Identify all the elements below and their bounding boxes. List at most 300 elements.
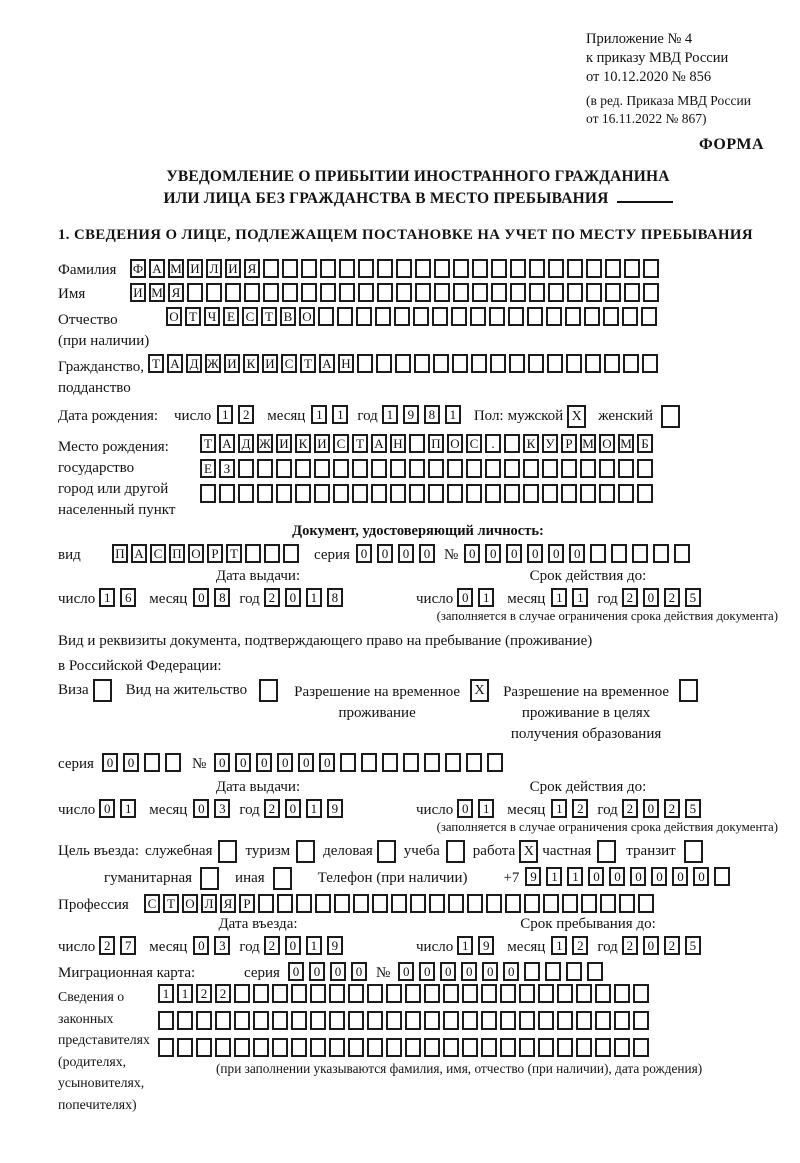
char-cell[interactable] — [485, 459, 501, 478]
char-cell[interactable] — [472, 259, 488, 278]
char-cell[interactable]: 5 — [685, 588, 701, 607]
char-cell[interactable]: О — [188, 544, 204, 563]
char-cell[interactable] — [445, 753, 461, 772]
char-cell[interactable]: Ж — [205, 354, 221, 373]
char-cell[interactable] — [595, 1038, 611, 1057]
char-cell[interactable] — [600, 894, 616, 913]
char-cell[interactable]: 1 — [478, 588, 494, 607]
char-cell[interactable] — [405, 984, 421, 1003]
char-cell[interactable]: Т — [352, 434, 368, 453]
char-cell[interactable] — [371, 459, 387, 478]
char-cell[interactable]: Е — [223, 307, 239, 326]
char-cell[interactable]: К — [523, 434, 539, 453]
char-cell[interactable]: Н — [338, 354, 354, 373]
char-cell[interactable] — [466, 484, 482, 503]
char-cell[interactable]: 0 — [643, 799, 659, 818]
char-cell[interactable] — [206, 283, 222, 302]
char-cell[interactable]: 0 — [630, 867, 646, 886]
char-cell[interactable] — [557, 1011, 573, 1030]
char-cell[interactable] — [234, 984, 250, 1003]
char-cell[interactable]: 9 — [327, 799, 343, 818]
char-cell[interactable] — [561, 459, 577, 478]
char-cell[interactable] — [489, 307, 505, 326]
char-cell[interactable] — [576, 1038, 592, 1057]
char-cell[interactable]: 2 — [264, 799, 280, 818]
char-cell[interactable]: М — [580, 434, 596, 453]
char-cell[interactable] — [352, 484, 368, 503]
char-cell[interactable]: 0 — [672, 867, 688, 886]
char-cell[interactable]: 7 — [120, 936, 136, 955]
char-cell[interactable] — [314, 484, 330, 503]
char-cell[interactable] — [295, 484, 311, 503]
char-cell[interactable]: 0 — [356, 544, 372, 563]
char-cell[interactable] — [605, 259, 621, 278]
char-cell[interactable] — [542, 484, 558, 503]
char-cell[interactable]: 1 — [572, 588, 588, 607]
char-cell[interactable] — [215, 1038, 231, 1057]
char-cell[interactable]: 0 — [651, 867, 667, 886]
char-cell[interactable] — [642, 354, 658, 373]
char-cell[interactable]: И — [187, 259, 203, 278]
char-cell[interactable] — [394, 307, 410, 326]
char-cell[interactable]: 0 — [285, 799, 301, 818]
char-cell[interactable] — [282, 259, 298, 278]
char-cell[interactable] — [622, 307, 638, 326]
purpose-transit-checkbox-cell[interactable] — [684, 840, 703, 863]
char-cell[interactable]: 1 — [567, 867, 583, 886]
char-cell[interactable] — [339, 259, 355, 278]
char-cell[interactable] — [329, 1011, 345, 1030]
purpose-study-checkbox-cell[interactable] — [446, 840, 465, 863]
char-cell[interactable]: Н — [390, 434, 406, 453]
char-cell[interactable] — [653, 544, 669, 563]
char-cell[interactable]: 0 — [548, 544, 564, 563]
char-cell[interactable] — [504, 434, 520, 453]
char-cell[interactable] — [320, 259, 336, 278]
char-cell[interactable] — [414, 354, 430, 373]
char-cell[interactable]: 8 — [424, 405, 440, 424]
char-cell[interactable] — [632, 544, 648, 563]
char-cell[interactable] — [415, 283, 431, 302]
char-cell[interactable]: О — [182, 894, 198, 913]
char-cell[interactable]: Т — [163, 894, 179, 913]
char-cell[interactable]: С — [333, 434, 349, 453]
char-cell[interactable]: 2 — [664, 588, 680, 607]
char-cell[interactable]: С — [466, 434, 482, 453]
char-cell[interactable]: А — [219, 434, 235, 453]
char-cell[interactable]: 8 — [327, 588, 343, 607]
char-cell[interactable] — [585, 354, 601, 373]
char-cell[interactable] — [377, 283, 393, 302]
char-cell[interactable] — [386, 984, 402, 1003]
char-cell[interactable]: 0 — [693, 867, 709, 886]
char-cell[interactable] — [566, 962, 582, 981]
char-cell[interactable] — [295, 459, 311, 478]
char-cell[interactable] — [428, 484, 444, 503]
char-cell[interactable] — [310, 1011, 326, 1030]
char-cell[interactable] — [391, 894, 407, 913]
char-cell[interactable] — [510, 283, 526, 302]
char-cell[interactable] — [447, 484, 463, 503]
char-cell[interactable] — [301, 259, 317, 278]
char-cell[interactable] — [158, 1038, 174, 1057]
char-cell[interactable]: А — [131, 544, 147, 563]
char-cell[interactable] — [409, 484, 425, 503]
char-cell[interactable] — [200, 484, 216, 503]
char-cell[interactable] — [301, 283, 317, 302]
char-cell[interactable] — [500, 1011, 516, 1030]
char-cell[interactable] — [296, 894, 312, 913]
purpose-humanitarian-checkbox-cell[interactable] — [200, 867, 219, 890]
char-cell[interactable] — [215, 1011, 231, 1030]
char-cell[interactable]: Д — [238, 434, 254, 453]
char-cell[interactable] — [310, 984, 326, 1003]
char-cell[interactable] — [277, 894, 293, 913]
char-cell[interactable]: 0 — [256, 753, 272, 772]
char-cell[interactable]: 0 — [309, 962, 325, 981]
char-cell[interactable] — [509, 354, 525, 373]
char-cell[interactable] — [614, 1038, 630, 1057]
char-cell[interactable] — [424, 1038, 440, 1057]
char-cell[interactable] — [443, 1011, 459, 1030]
char-cell[interactable] — [353, 894, 369, 913]
char-cell[interactable]: У — [542, 434, 558, 453]
char-cell[interactable] — [603, 307, 619, 326]
char-cell[interactable] — [528, 354, 544, 373]
char-cell[interactable]: Я — [244, 259, 260, 278]
char-cell[interactable]: 0 — [330, 962, 346, 981]
char-cell[interactable] — [253, 1038, 269, 1057]
char-cell[interactable] — [505, 894, 521, 913]
char-cell[interactable] — [234, 1038, 250, 1057]
char-cell[interactable]: 0 — [440, 962, 456, 981]
char-cell[interactable] — [225, 283, 241, 302]
visa-checkbox-cell[interactable] — [93, 679, 112, 702]
char-cell[interactable]: 0 — [457, 799, 473, 818]
char-cell[interactable] — [272, 1011, 288, 1030]
char-cell[interactable] — [586, 283, 602, 302]
char-cell[interactable] — [548, 259, 564, 278]
char-cell[interactable] — [580, 484, 596, 503]
char-cell[interactable]: Ф — [130, 259, 146, 278]
char-cell[interactable]: 2 — [238, 405, 254, 424]
char-cell[interactable]: 2 — [196, 984, 212, 1003]
char-cell[interactable]: Ч — [204, 307, 220, 326]
char-cell[interactable] — [643, 259, 659, 278]
char-cell[interactable]: 0 — [285, 936, 301, 955]
char-cell[interactable] — [491, 283, 507, 302]
char-cell[interactable] — [375, 307, 391, 326]
char-cell[interactable] — [580, 459, 596, 478]
char-cell[interactable] — [633, 1011, 649, 1030]
char-cell[interactable] — [409, 459, 425, 478]
char-cell[interactable] — [320, 283, 336, 302]
char-cell[interactable] — [595, 984, 611, 1003]
char-cell[interactable] — [434, 259, 450, 278]
char-cell[interactable]: 2 — [622, 588, 638, 607]
char-cell[interactable] — [614, 1011, 630, 1030]
char-cell[interactable] — [234, 1011, 250, 1030]
char-cell[interactable]: С — [281, 354, 297, 373]
char-cell[interactable] — [566, 354, 582, 373]
char-cell[interactable] — [481, 1038, 497, 1057]
char-cell[interactable] — [291, 984, 307, 1003]
char-cell[interactable] — [623, 354, 639, 373]
char-cell[interactable] — [315, 894, 331, 913]
char-cell[interactable] — [490, 354, 506, 373]
char-cell[interactable] — [527, 307, 543, 326]
char-cell[interactable]: 2 — [622, 936, 638, 955]
char-cell[interactable] — [504, 459, 520, 478]
char-cell[interactable] — [538, 1011, 554, 1030]
char-cell[interactable]: 0 — [588, 867, 604, 886]
char-cell[interactable] — [471, 354, 487, 373]
char-cell[interactable] — [372, 894, 388, 913]
char-cell[interactable] — [413, 307, 429, 326]
char-cell[interactable]: 0 — [485, 544, 501, 563]
char-cell[interactable]: 1 — [551, 799, 567, 818]
char-cell[interactable]: И — [276, 434, 292, 453]
char-cell[interactable] — [643, 283, 659, 302]
char-cell[interactable]: 9 — [327, 936, 343, 955]
char-cell[interactable]: 1 — [445, 405, 461, 424]
char-cell[interactable]: С — [150, 544, 166, 563]
char-cell[interactable]: 2 — [215, 984, 231, 1003]
char-cell[interactable]: 6 — [120, 588, 136, 607]
char-cell[interactable]: 1 — [99, 588, 115, 607]
char-cell[interactable]: 0 — [569, 544, 585, 563]
char-cell[interactable] — [524, 962, 540, 981]
char-cell[interactable]: П — [169, 544, 185, 563]
char-cell[interactable]: 1 — [158, 984, 174, 1003]
char-cell[interactable] — [638, 894, 654, 913]
char-cell[interactable] — [382, 753, 398, 772]
char-cell[interactable] — [395, 354, 411, 373]
char-cell[interactable] — [272, 984, 288, 1003]
char-cell[interactable] — [253, 1011, 269, 1030]
char-cell[interactable]: 1 — [457, 936, 473, 955]
char-cell[interactable] — [291, 1038, 307, 1057]
char-cell[interactable] — [451, 307, 467, 326]
char-cell[interactable] — [611, 544, 627, 563]
char-cell[interactable] — [276, 484, 292, 503]
char-cell[interactable] — [144, 753, 160, 772]
char-cell[interactable] — [619, 894, 635, 913]
char-cell[interactable] — [367, 1011, 383, 1030]
char-cell[interactable]: 0 — [285, 588, 301, 607]
char-cell[interactable]: 1 — [306, 936, 322, 955]
char-cell[interactable]: О — [599, 434, 615, 453]
char-cell[interactable] — [519, 1038, 535, 1057]
char-cell[interactable] — [637, 484, 653, 503]
char-cell[interactable] — [348, 1011, 364, 1030]
char-cell[interactable]: З — [219, 459, 235, 478]
char-cell[interactable] — [187, 283, 203, 302]
char-cell[interactable]: Р — [239, 894, 255, 913]
char-cell[interactable] — [576, 1011, 592, 1030]
char-cell[interactable]: 0 — [419, 544, 435, 563]
char-cell[interactable] — [584, 307, 600, 326]
char-cell[interactable] — [633, 1038, 649, 1057]
char-cell[interactable]: 1 — [177, 984, 193, 1003]
char-cell[interactable] — [291, 1011, 307, 1030]
char-cell[interactable]: 0 — [506, 544, 522, 563]
char-cell[interactable] — [599, 459, 615, 478]
char-cell[interactable] — [358, 259, 374, 278]
char-cell[interactable]: 2 — [572, 799, 588, 818]
char-cell[interactable]: 1 — [551, 588, 567, 607]
char-cell[interactable]: 0 — [298, 753, 314, 772]
char-cell[interactable] — [523, 484, 539, 503]
char-cell[interactable] — [637, 459, 653, 478]
char-cell[interactable]: 1 — [551, 936, 567, 955]
char-cell[interactable]: М — [168, 259, 184, 278]
char-cell[interactable] — [452, 354, 468, 373]
char-cell[interactable]: 2 — [264, 588, 280, 607]
char-cell[interactable] — [272, 1038, 288, 1057]
char-cell[interactable] — [238, 459, 254, 478]
char-cell[interactable]: Т — [226, 544, 242, 563]
char-cell[interactable]: 2 — [99, 936, 115, 955]
char-cell[interactable] — [524, 894, 540, 913]
char-cell[interactable] — [257, 484, 273, 503]
char-cell[interactable]: 0 — [235, 753, 251, 772]
char-cell[interactable] — [238, 484, 254, 503]
char-cell[interactable] — [674, 544, 690, 563]
char-cell[interactable]: 0 — [377, 544, 393, 563]
char-cell[interactable]: И — [130, 283, 146, 302]
char-cell[interactable]: 0 — [643, 936, 659, 955]
char-cell[interactable]: 1 — [478, 799, 494, 818]
char-cell[interactable]: 9 — [525, 867, 541, 886]
char-cell[interactable]: С — [242, 307, 258, 326]
char-cell[interactable] — [356, 307, 372, 326]
char-cell[interactable] — [158, 1011, 174, 1030]
char-cell[interactable]: 0 — [193, 799, 209, 818]
char-cell[interactable]: 0 — [193, 588, 209, 607]
char-cell[interactable] — [508, 307, 524, 326]
char-cell[interactable]: С — [144, 894, 160, 913]
char-cell[interactable]: А — [319, 354, 335, 373]
char-cell[interactable]: 0 — [99, 799, 115, 818]
char-cell[interactable]: Л — [201, 894, 217, 913]
char-cell[interactable] — [377, 259, 393, 278]
char-cell[interactable] — [329, 1038, 345, 1057]
sex-male-checkbox-cell[interactable]: X — [567, 405, 586, 428]
char-cell[interactable] — [361, 753, 377, 772]
char-cell[interactable] — [504, 484, 520, 503]
char-cell[interactable]: 0 — [527, 544, 543, 563]
char-cell[interactable] — [545, 962, 561, 981]
char-cell[interactable] — [396, 283, 412, 302]
char-cell[interactable] — [500, 1038, 516, 1057]
char-cell[interactable] — [396, 259, 412, 278]
char-cell[interactable]: К — [243, 354, 259, 373]
char-cell[interactable] — [263, 283, 279, 302]
char-cell[interactable] — [595, 1011, 611, 1030]
char-cell[interactable]: 1 — [120, 799, 136, 818]
char-cell[interactable] — [587, 962, 603, 981]
char-cell[interactable] — [390, 484, 406, 503]
char-cell[interactable] — [410, 894, 426, 913]
char-cell[interactable] — [405, 1011, 421, 1030]
char-cell[interactable]: 3 — [214, 799, 230, 818]
char-cell[interactable] — [604, 354, 620, 373]
char-cell[interactable]: 2 — [622, 799, 638, 818]
char-cell[interactable] — [443, 1038, 459, 1057]
char-cell[interactable] — [567, 283, 583, 302]
char-cell[interactable]: И — [262, 354, 278, 373]
char-cell[interactable] — [258, 894, 274, 913]
char-cell[interactable]: Д — [186, 354, 202, 373]
char-cell[interactable]: Т — [185, 307, 201, 326]
char-cell[interactable] — [424, 753, 440, 772]
char-cell[interactable] — [470, 307, 486, 326]
char-cell[interactable] — [633, 984, 649, 1003]
char-cell[interactable]: В — [280, 307, 296, 326]
char-cell[interactable]: И — [225, 259, 241, 278]
char-cell[interactable]: Ж — [257, 434, 273, 453]
char-cell[interactable] — [486, 894, 502, 913]
char-cell[interactable] — [462, 1038, 478, 1057]
char-cell[interactable] — [432, 307, 448, 326]
char-cell[interactable] — [462, 1011, 478, 1030]
char-cell[interactable] — [333, 459, 349, 478]
char-cell[interactable] — [453, 283, 469, 302]
purpose-work-checkbox-cell[interactable]: X — [519, 840, 538, 863]
char-cell[interactable]: 9 — [478, 936, 494, 955]
char-cell[interactable] — [472, 283, 488, 302]
char-cell[interactable]: 0 — [461, 962, 477, 981]
char-cell[interactable]: 0 — [643, 588, 659, 607]
char-cell[interactable] — [340, 753, 356, 772]
char-cell[interactable] — [519, 1011, 535, 1030]
char-cell[interactable] — [543, 894, 559, 913]
char-cell[interactable] — [466, 459, 482, 478]
char-cell[interactable] — [403, 753, 419, 772]
char-cell[interactable] — [409, 434, 425, 453]
char-cell[interactable] — [358, 283, 374, 302]
char-cell[interactable]: 5 — [685, 799, 701, 818]
char-cell[interactable] — [538, 1038, 554, 1057]
char-cell[interactable] — [253, 984, 269, 1003]
char-cell[interactable] — [357, 354, 373, 373]
char-cell[interactable]: Т — [261, 307, 277, 326]
char-cell[interactable] — [264, 544, 280, 563]
char-cell[interactable] — [618, 459, 634, 478]
char-cell[interactable]: О — [299, 307, 315, 326]
char-cell[interactable]: 9 — [403, 405, 419, 424]
char-cell[interactable]: М — [618, 434, 634, 453]
char-cell[interactable]: 2 — [264, 936, 280, 955]
char-cell[interactable]: 0 — [457, 588, 473, 607]
char-cell[interactable]: 0 — [351, 962, 367, 981]
char-cell[interactable] — [367, 984, 383, 1003]
char-cell[interactable] — [485, 484, 501, 503]
char-cell[interactable] — [557, 1038, 573, 1057]
char-cell[interactable] — [177, 1038, 193, 1057]
char-cell[interactable] — [529, 259, 545, 278]
char-cell[interactable] — [329, 984, 345, 1003]
char-cell[interactable] — [429, 894, 445, 913]
char-cell[interactable]: 1 — [332, 405, 348, 424]
char-cell[interactable] — [481, 984, 497, 1003]
temp-residence-education-checkbox-cell[interactable] — [679, 679, 698, 702]
char-cell[interactable]: 0 — [503, 962, 519, 981]
purpose-private-checkbox-cell[interactable] — [597, 840, 616, 863]
purpose-official-checkbox-cell[interactable] — [218, 840, 237, 863]
char-cell[interactable] — [352, 459, 368, 478]
